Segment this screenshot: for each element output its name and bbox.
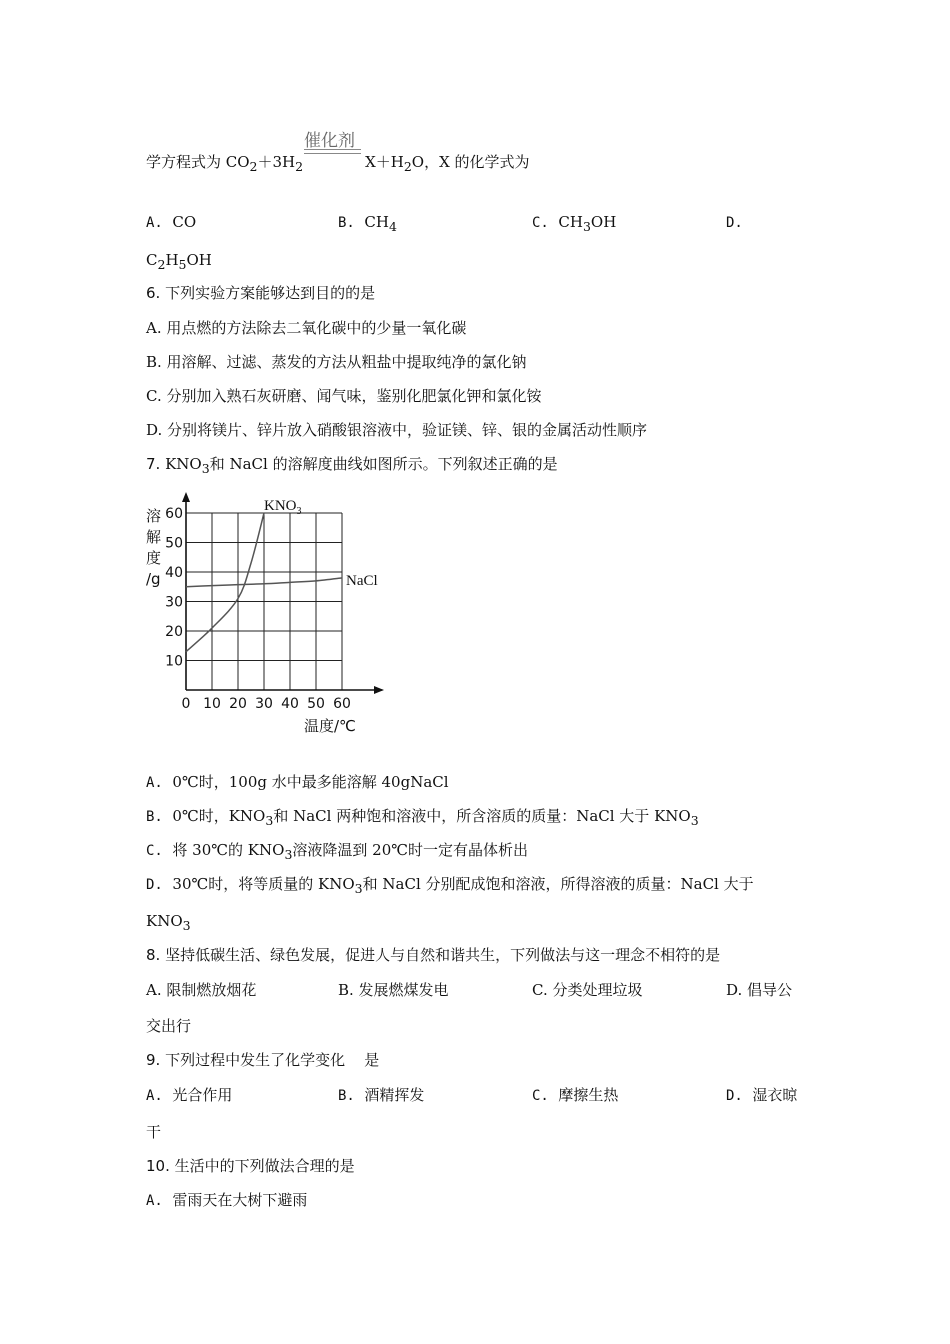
y-tick-label: 40	[165, 565, 183, 581]
x-tick-label: 60	[333, 696, 351, 712]
x-axis-label: 温度/℃	[304, 717, 356, 735]
y-axis-label-char: 溶	[146, 507, 162, 525]
q5-equation-line: 学方程式为 $CO_2+3H_2$ $X+H_2O$，X 的化学式为	[146, 153, 530, 174]
y-axis-label-char: 度	[146, 549, 162, 567]
x-tick-label: 40	[281, 696, 299, 712]
x-axis-arrow	[374, 686, 384, 694]
x-tick-label: 50	[307, 696, 325, 712]
y-axis-label-char: /g	[146, 570, 161, 588]
q7-option-d-wrap: $KNO_3$	[146, 912, 191, 933]
q9-option-b: B. 酒精挥发	[338, 1086, 425, 1104]
q6-option-b: B. 用溶解、过滤、蒸发的方法从粗盐中提取纯净的氯化钠	[146, 353, 527, 371]
q8-stem: 8. 坚持低碳生活、绿色发展，促进人与自然和谐共生，下列做法与这一理念不相符的是	[146, 946, 721, 964]
q8-option-d-wrap: 交出行	[146, 1017, 192, 1035]
q8-option-b: B. 发展燃煤发电	[338, 981, 449, 999]
q8-option-d: D. 倡导公	[726, 981, 793, 999]
y-tick-label: 30	[165, 594, 183, 611]
q5-option-b: B. $CH_4$	[338, 213, 397, 234]
q7-option-b: B. 0℃时，$KNO_3$和 NaCl 两种饱和溶液中，所含溶质的质量：NaCl 大于 $KNO_3$	[146, 807, 699, 828]
solubility-chart	[140, 492, 400, 742]
q7-stem: 7. $KNO_3$和 NaCl 的溶解度曲线如图所示。下列叙述正确的是	[146, 455, 558, 476]
q6-option-c: C. 分别加入熟石灰研磨、闻气味，鉴别化肥氯化钾和氯化铵	[146, 387, 542, 405]
q9-stem: 9. 下列过程中发生了化学变化 是	[146, 1051, 380, 1069]
y-axis-arrow	[182, 492, 190, 502]
q8-option-c: C. 分类处理垃圾	[532, 981, 643, 999]
q5-option-d-wrap: $C_2H_5OH$	[146, 251, 212, 272]
chart-grid	[186, 513, 342, 690]
y-tick-label: 20	[165, 624, 183, 640]
catalyst-label: 催化剂	[304, 131, 355, 151]
q9-option-d: D. 湿衣晾	[726, 1086, 798, 1104]
x-tick-label: 10	[203, 696, 221, 712]
y-tick-label: 10	[165, 653, 183, 670]
q5-option-d: D.	[726, 215, 743, 231]
y-tick-label: 60	[165, 506, 183, 522]
q9-option-d-wrap: 干	[146, 1123, 162, 1141]
q8-option-a: A. 限制燃放烟花	[146, 981, 257, 999]
y-axis-label	[146, 507, 161, 588]
series-label-nacl: NaCl	[346, 573, 378, 589]
q6-option-a: A. 用点燃的方法除去二氧化碳中的少量一氧化碳	[146, 319, 467, 337]
q6-stem: 6. 下列实验方案能够达到目的的是	[146, 284, 376, 302]
x-tick-label: 20	[229, 696, 247, 712]
q10-stem: 10. 生活中的下列做法合理的是	[146, 1157, 355, 1175]
q9-option-a: A. 光合作用	[146, 1086, 233, 1104]
q5-option-c: C. $CH_3OH$	[532, 213, 617, 234]
q5-option-a: A. CO	[146, 213, 197, 231]
q9-option-c: C. 摩擦生热	[532, 1086, 619, 1104]
q7-option-d: D. 30℃时，将等质量的 $KNO_3$和 NaCl 分别配成饱和溶液，所得溶液的质量：NaCl 大于	[146, 875, 754, 896]
q10-option-a: A. 雷雨天在大树下避雨	[146, 1191, 308, 1209]
q7-option-a: A. 0℃时，100g 水中最多能溶解 40gNaCl	[146, 773, 449, 791]
x-tick-label: 0	[181, 696, 191, 712]
y-tick-label: 50	[165, 535, 183, 552]
y-axis-label-char: 解	[146, 528, 162, 546]
series-label-kno3: $KNO_3$	[264, 498, 302, 517]
q7-option-c: C. 将 30℃的 $KNO_3$溶液降温到 20℃时一定有晶体析出	[146, 841, 529, 862]
q6-option-d: D. 分别将镁片、锌片放入硝酸银溶液中，验证镁、锌、银的金属活动性顺序	[146, 421, 648, 439]
x-tick-label: 30	[255, 696, 273, 712]
